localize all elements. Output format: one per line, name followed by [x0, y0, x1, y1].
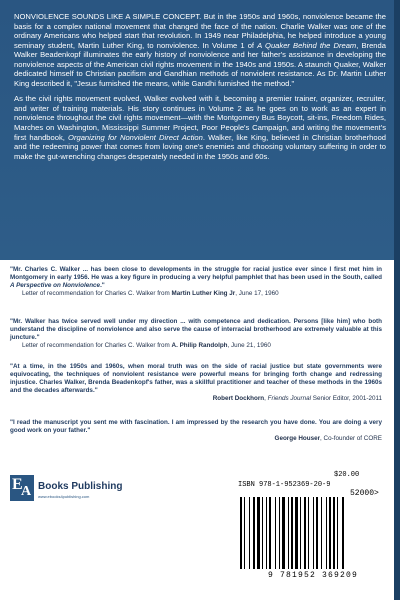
endorsement-attribution: George Houser, Co-founder of CORE — [274, 434, 382, 442]
barcode-block — [238, 471, 388, 583]
blurb-paragraph-1: NONVIOLENCE SOUNDS LIKE A SIMPLE CONCEPT. But in the 1950s and 1960s, nonviolence became the basis for a complex national movement that changed the face of the nation. Charlie Walker was one of the ordinary Americans who helped start that revolution. In 1949 near Philadelphia, he helped introduce a young seminary student, Martin Luther King, to nonviolence. In Volume 1 of A Quaker Behind the Dream, Brenda Walker Beadenkopf illuminates the early history of nonviolence and her father's assistance in developing the nonviolence aspects of the American civil rights movement in the 1940s and 1950s. A staunch Quaker, Walker dedicated himself to Christian pacifism and Gandhian methods of nonviolent resistance. As Dr. Martin Luther King described it, "Jesus furnished the means, while Gandhi furnished the method." — [14, 12, 386, 88]
publisher-mark-icon: E A — [10, 475, 34, 501]
endorsement-quote: "Mr. Charles C. Walker ... has been close to developments in the struggle for racial justice ever since I first met him in Montgomery in early 1956. He was a key figure in producing a very helpful pamphlet that has been used in the South, called A Perspective on Nonviolence." — [10, 266, 382, 289]
endorsement-king — [10, 266, 382, 298]
publisher-logo — [10, 473, 130, 513]
isbn-label: ISBN 978-1-952369-20-9 — [238, 481, 331, 489]
description-blurb — [14, 12, 386, 167]
publisher-name: Books Publishing — [38, 481, 123, 492]
endorser-name: A. Philip Randolph — [171, 341, 228, 349]
barcode-number: 9 781952 369209 — [267, 571, 358, 580]
price-code: 52000> — [350, 489, 379, 498]
blurb-paragraph-2: As the civil rights movement evolved, Walker evolved with it, becoming a premier trainer, organizer, recruiter, and writer of training materials. His story continues in Volume 2 as he goes on to work as an expert in nonviolence throughout the civil rights movement—with the Montgomery Bus Boycott, sit-ins, Freedom Rides, Marches on Washington, Mississippi Summer Project, Poor People's Campaign, and writing the movement's first handbook, Organizing for Nonviolent Direct Action. Walker, like King, believed in Christian brotherhood and the redeeming power that comes from loving one's enemies and choosing voluntary suffering in order to make the gut-wrenching changes desperately needed in the 1950s and 60s. — [14, 94, 387, 161]
endorser-name: Martin Luther King Jr — [171, 289, 236, 297]
endorsement-houser — [10, 419, 382, 443]
endorser-name: Robert Dockhorn — [212, 394, 265, 402]
endorsement-dockhorn — [10, 363, 382, 403]
endorsement-attribution: Robert Dockhorn, Friends Journal Senior Editor, 2001-2011 — [212, 394, 382, 402]
endorsements-panel — [0, 260, 394, 600]
endorsement-randolph — [10, 318, 382, 350]
endorsement-attribution: Letter of recommendation for Charles C. Walker from A. Philip Randolph, June 21, 1960 — [22, 341, 271, 349]
price-label: $20.00 — [334, 471, 360, 479]
endorsement-quote: "Mr. Walker has twice served well under my direction ... with competence and dedication. Persons [like him] who both understand the discipline of nonviolence and also serve the cause of interracial brotherhood are extremely valuable at this juncture." — [10, 318, 382, 341]
endorsement-attribution: Letter of recommendation for Charles C. Walker from Martin Luther King Jr, June 17, 1960 — [22, 289, 279, 297]
barcode-icon — [238, 497, 388, 569]
endorser-name: George Houser — [274, 434, 321, 442]
publisher-url: www.ebooks4publishing.com — [38, 494, 90, 499]
endorsement-quote: "At a time, in the 1950s and 1960s, when moral truth was on the side of racial justice but state governments were equivocating, the techniques of nonviolent resistance were powerful means for bringing forth change and redressing injustice. Charles Walker, Brenda Beadenkopf's father, was a skillful practitioner and teacher of these methods in the 1960s and the decades afterwards." — [10, 363, 382, 394]
spine-edge — [394, 0, 400, 600]
endorsement-quote: "I read the manuscript you sent me with fascination. I am impressed by the research you have done. You are doing a very good work on your father." — [10, 419, 382, 434]
